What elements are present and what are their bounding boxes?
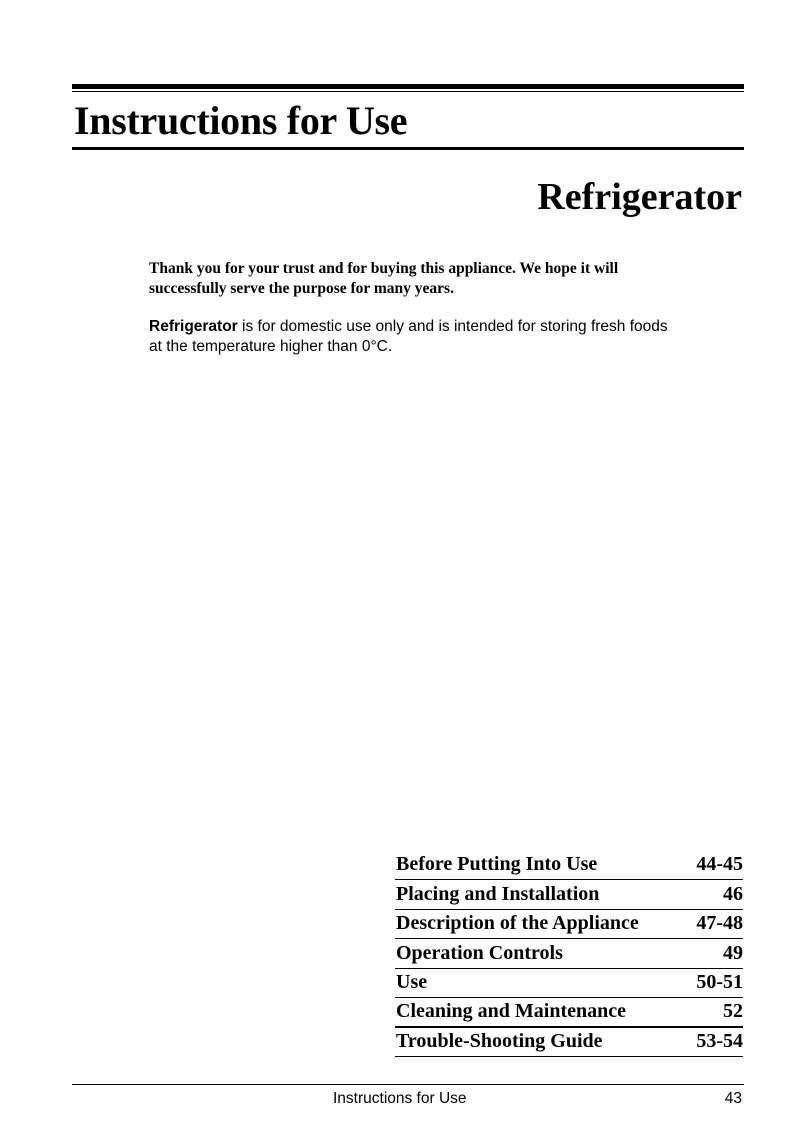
title-underline-rule: [72, 147, 744, 150]
toc-entry-pages: 50-51: [696, 971, 743, 993]
toc-entry-pages: 47-48: [696, 912, 743, 934]
toc-row[interactable]: [395, 941, 743, 969]
toc-entry-title: Trouble-Shooting Guide: [396, 1030, 603, 1052]
footer-rule: [72, 1084, 744, 1085]
toc-entry-pages: 44-45: [696, 853, 743, 875]
toc-row[interactable]: [395, 852, 743, 880]
toc-entry-title: Description of the Appliance: [396, 912, 639, 934]
toc-row[interactable]: [395, 1000, 743, 1028]
toc-entry-title: Use: [396, 971, 428, 993]
intro-line-1: Thank you for your trust and for buying this appliance. We hope it will: [149, 260, 619, 277]
table-of-contents: [395, 852, 743, 1057]
toc-row[interactable]: [395, 882, 743, 910]
toc-entry-title: Cleaning and Maintenance: [396, 999, 627, 1022]
toc-entry-title: Operation Controls: [396, 941, 563, 964]
header-top-thin-rule: [72, 91, 744, 92]
toc-entry-title: Before Putting Into Use: [396, 853, 598, 875]
purpose-bold-term: Refrigerator: [149, 318, 238, 335]
toc-entry-pages: 49: [723, 941, 743, 964]
intro-paragraph: [149, 259, 709, 299]
toc-entry-pages: 52: [723, 999, 743, 1022]
intro-line-2: successfully serve the purpose for many years.: [149, 280, 454, 297]
page-title: Instructions for Use: [74, 98, 408, 143]
footer-title: Instructions for Use: [333, 1090, 467, 1107]
page-number: 43: [724, 1090, 742, 1107]
page-subtitle: Refrigerator: [537, 176, 742, 218]
toc-entry-title: Placing and Installation: [396, 882, 600, 905]
purpose-line-1: is for domestic use only and is intended for storing fresh foods: [237, 318, 668, 335]
purpose-paragraph: [149, 317, 749, 356]
purpose-line-2: at the temperature higher than 0°C.: [149, 337, 393, 355]
toc-entry-pages: 46: [723, 882, 743, 905]
toc-entry-pages: 53-54: [696, 1030, 743, 1052]
toc-row[interactable]: [395, 911, 743, 939]
header-top-rule: [72, 84, 744, 89]
toc-row[interactable]: [395, 970, 743, 998]
toc-row[interactable]: [395, 1029, 743, 1057]
